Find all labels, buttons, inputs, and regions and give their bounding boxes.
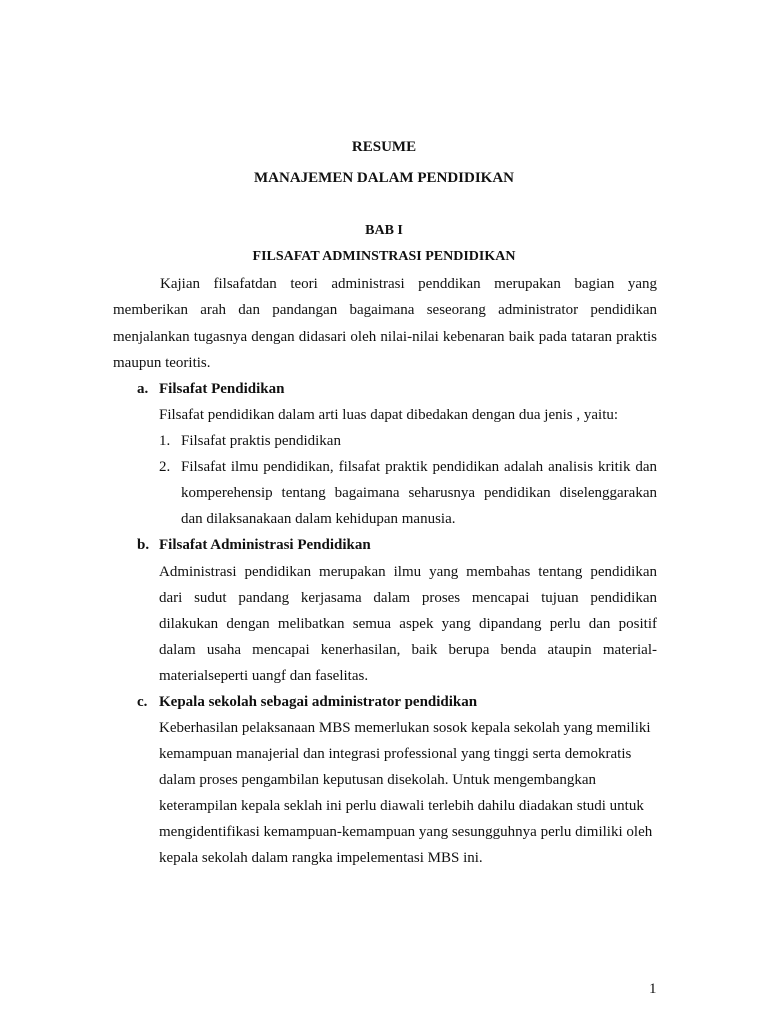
section-b-line-2: dari sudut pandang kerjasama dalam proses mencapai tujuan pendidikan (159, 590, 657, 606)
section-a-intro: Filsafat pendidikan dalam arti luas dapat dibedakan dengan dua jenis , yaitu: (159, 407, 619, 423)
section-b-line-1: Administrasi pendidikan merupakan ilmu yang membahas tentang pendidikan (159, 564, 657, 580)
intro-line-2: memberikan arah dan pandangan bagaimana seseorang administrator pendidikan (113, 302, 657, 318)
section-c-heading: Kepala sekolah sebagai administrator pendidikan (159, 694, 478, 710)
section-c-line-5: mengidentifikasi kemampuan-kemampuan yang sesungguhnya perlu dimiliki oleh (159, 824, 653, 840)
section-a-item-2-marker: 2. (159, 459, 171, 475)
section-b-line-5: materialseperti uangf dan faselitas. (159, 668, 369, 684)
section-a-marker: a. (137, 381, 149, 397)
document-title: RESUME (351, 139, 417, 155)
section-a-item-1-marker: 1. (159, 433, 171, 449)
section-a-item-1-text: Filsafat praktis pendidikan (181, 433, 341, 449)
section-b-line-4: dalam usaha mencapai kenerhasilan, baik berupa benda ataupin material- (159, 642, 657, 658)
section-b-marker: b. (137, 537, 150, 553)
section-c-line-6: kepala sekolah dalam rangka impelementasi MBS ini. (159, 850, 483, 866)
section-c-marker: c. (137, 694, 148, 710)
intro-line-4: maupun teoritis. (113, 355, 211, 371)
chapter-title: FILSAFAT ADMINSTRASI PENDIDIKAN (252, 249, 516, 264)
section-a-item-2-line-2: komperehensip tentang bagaimana seharusnya pendidikan diselenggarakan (181, 485, 657, 501)
section-c-line-1: Keberhasilan pelaksanaan MBS memerlukan sosok kepala sekolah yang memiliki (159, 720, 651, 736)
section-b-line-3: dilakukan dengan melibatkan semua aspek yang dipandang perlu dan positif (159, 616, 657, 632)
chapter-label: BAB I (365, 223, 403, 238)
section-a-item-2-line-1: Filsafat ilmu pendidikan, filsafat praktik pendidikan adalah analisis kritik dan (181, 459, 657, 475)
section-c-line-3: dalam proses pengambilan keputusan disekolah. Untuk mengembangkan (159, 772, 596, 788)
section-a-item-2-line-3: dan dilaksanakaan dalam kehidupan manusia. (181, 511, 456, 527)
document-subtitle: MANAJEMEN DALAM PENDIDIKAN (254, 170, 514, 186)
intro-line-1: Kajian filsafatdan teori administrasi penddikan merupakan bagian yang (160, 276, 657, 292)
section-c-line-4: keterampilan kepala seklah ini perlu diawali terlebih dahilu diadakan studi untuk (159, 798, 644, 814)
page-number: 1 (649, 981, 657, 997)
section-a-heading: Filsafat Pendidikan (159, 381, 285, 397)
section-b-heading: Filsafat Administrasi Pendidikan (159, 537, 371, 553)
intro-line-3: menjalankan tugasnya dengan didasari oleh nilai-nilai kebenaran baik pada tataran praktis (113, 329, 657, 345)
section-c-line-2: kemampuan manajerial dan integrasi professional yang tinggi serta demokratis (159, 746, 632, 762)
